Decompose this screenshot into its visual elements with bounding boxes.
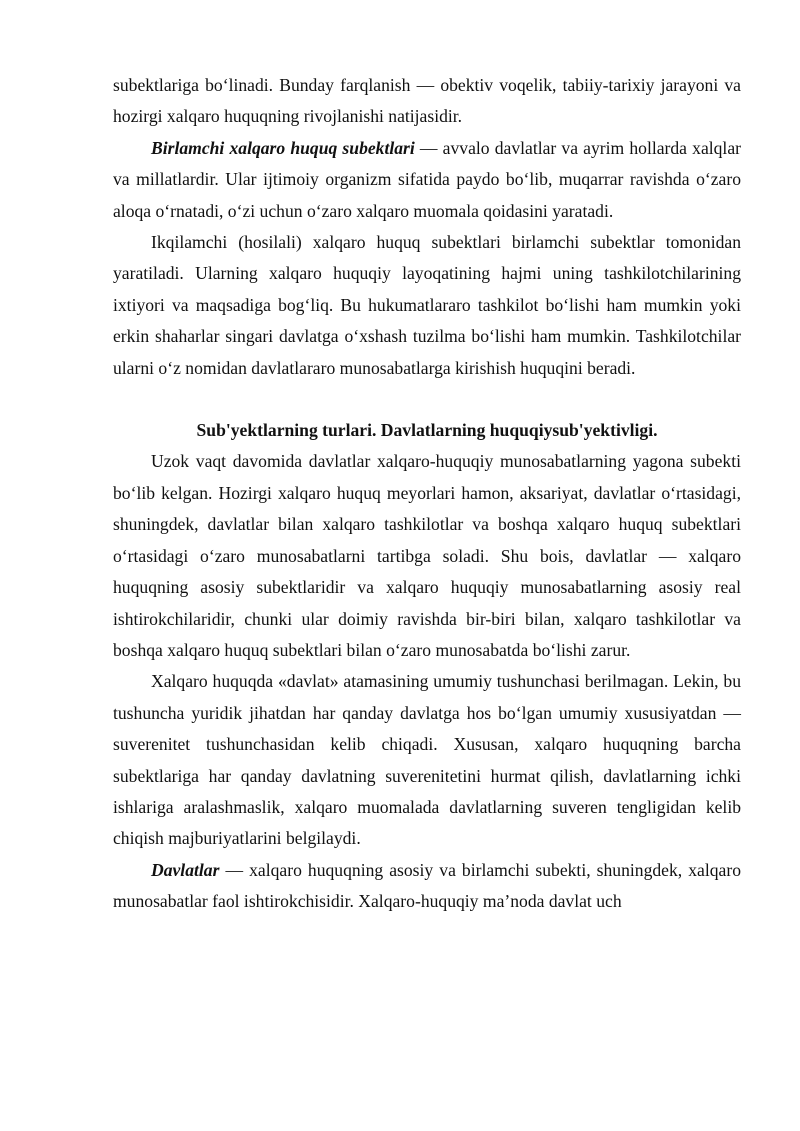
paragraph-states-definition-text: — xalqaro huquqning asosiy va birlamchi subekti, shuningdek, xalqaro munosabatlar faol ishtirokchisidir. Xalqaro-huquqiy ma’noda davlat uch — [113, 859, 741, 912]
paragraph-primary-subjects-text: — avvalo davlatlar va ayrim hollarda xalqlar va millatlardir. Ular ijtimoiy organizm sifatida paydo bo‘lib, muqarrar ravishda o‘zaro aloqa o‘rnatadi, o‘zi uchun o‘zaro xalqaro muomala qoidasini yaratadi. — [113, 137, 741, 221]
paragraph-state-concept: Xalqaro huquqda «davlat» atamasining umumiy tushunchasi berilmagan. Lekin, bu tushuncha yuridik jihatdan har qanday davlatga hos bo‘lgan umumiy xususiyatdan — suverenitet tushunchasidan kelib chiqadi. Xususan, xalqaro huquqning barcha subektlariga har qanday davlatning suverenitetini hurmat qilish, davlatlarning ichki ishlariga aralashmaslik, xalqaro muomalada davlatlarning suveren tengligidan kelib chiqish majburiyatlarini belgilaydi. — [113, 671, 741, 849]
document-page — [113, 70, 741, 918]
paragraph-secondary-subjects: Ikqilamchi (hosilali) xalqaro huquq subektlari birlamchi subektlar tomonidan yaratiladi. Ularning xalqaro huquqiy layoqatining hajmi uning tashkilotchilarining ixtiyori va maqsadiga bog‘liq. Bu hukumatlararo tashkilot bo‘lishi ham mumkin yoki erkin shaharlar singari davlatga o‘xshash tuzilma bo‘lishi ham mumkin. Tashkilotchilar ularni o‘z nomidan davlatlararo munosabatlarga kirishish huquqini beradi. — [113, 232, 741, 378]
paragraph-states-definition — [113, 855, 741, 918]
term-primary-subjects: Birlamchi xalqaro huquq subektlari — [151, 137, 415, 158]
paragraph-primary-subjects — [113, 133, 741, 227]
paragraph-continuation: subektlariga bo‘linadi. Bunday farqlanish — obektiv voqelik, tabiiy-tarixiy jarayoni va hozirgi xalqaro huquqning rivojlanishi natijasidir. — [113, 75, 741, 127]
section-heading: Sub'yektlarning turlari. Davlatlarning huquqiysub'yektivligi. — [196, 420, 658, 441]
paragraph-states-history: Uzok vaqt davomida davlatlar xalqaro-huquqiy munosabatlarning yagona subekti bo‘lib kelgan. Hozirgi xalqaro huquq meyorlari hamon, aksariyat, davlatlar o‘rtasidagi, shuningdek, davlatlar bilan xalqaro tashkilotlar va boshqa xalqaro huquq subektlari o‘rtasidagi o‘zaro munosabatlarni tartibga soladi. Shu bois, davlatlar — xalqaro huquqning asosiy subektlaridir va xalqaro huquqiy munosabatlarning asosiy real ishtirokchilaridir, chunki ular doimiy ravishda bir-biri bilan, xalqaro tashkilotlar va boshqa xalqaro huquq subektlari bilan o‘zaro munosabatda bo‘lishi zarur. — [113, 451, 741, 660]
term-states: Davlatlar — [151, 859, 220, 880]
